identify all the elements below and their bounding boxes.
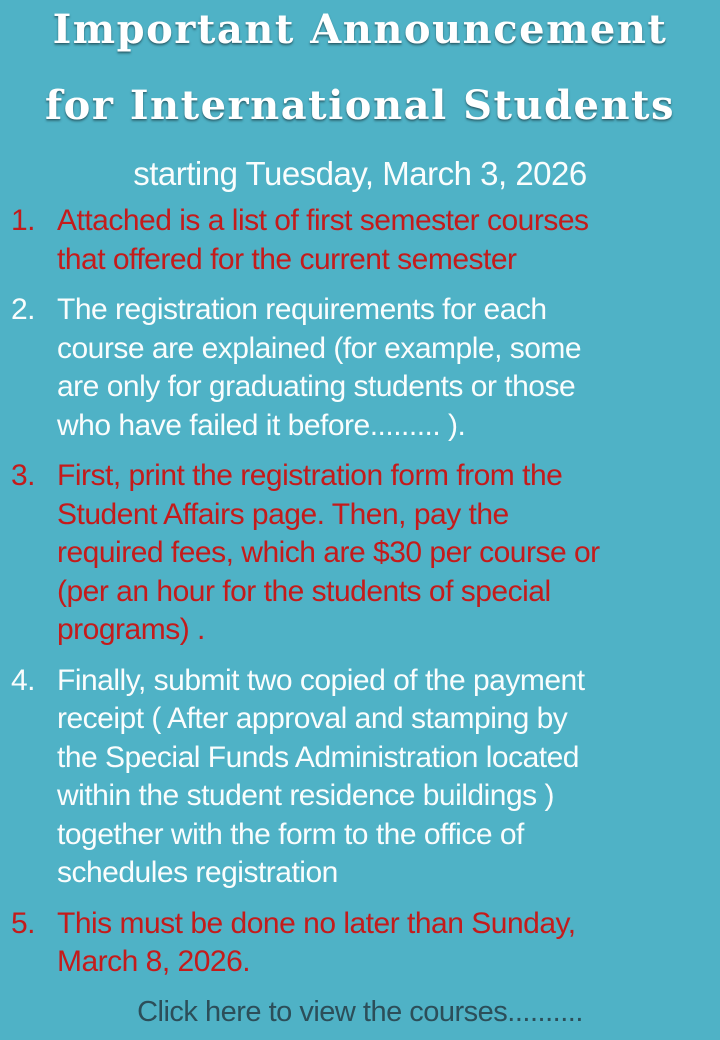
- list-item-text: [57, 291, 720, 445]
- list-item-number: 3.: [11, 459, 36, 492]
- list-item-line: March 8, 2026.: [57, 945, 251, 978]
- list-item-line: required fees, which are $30 per course or: [57, 536, 600, 569]
- start-date-subtitle: starting Tuesday, March 3, 2026: [133, 155, 587, 192]
- list-item-line: schedules registration: [57, 856, 338, 889]
- title-line-1: Important Announcement: [52, 6, 668, 53]
- list-item-line: This must be done no later than Sunday,: [57, 906, 576, 940]
- list-item-line: The registration requirements for each: [57, 293, 547, 326]
- list-item-number: 4.: [11, 663, 36, 697]
- list-item-line: are only for graduating students or those: [57, 370, 576, 403]
- list-item: [0, 905, 720, 982]
- list-item-line: programs) .: [57, 613, 205, 646]
- list-item: [0, 662, 720, 893]
- list-item-line: (per an hour for the students of special: [57, 574, 551, 608]
- list-item-line: that offered for the current semester: [57, 242, 517, 276]
- list-item-line: Attached is a list of first semester courses: [57, 204, 589, 237]
- list-item-text: [57, 905, 720, 982]
- list-item-line: together with the form to the office of: [57, 817, 524, 851]
- view-courses-link[interactable]: Click here to view the courses..........: [137, 995, 583, 1028]
- list-item-line: First, print the registration form from the: [57, 459, 563, 492]
- list-item-text: [57, 202, 720, 279]
- list-item: [0, 457, 720, 650]
- announcement-list: [0, 202, 720, 982]
- list-item-line: who have failed it before......... ).: [57, 408, 466, 442]
- list-item: [0, 202, 720, 279]
- page-title: [0, 0, 720, 130]
- title-line-2: for International Students: [44, 82, 676, 129]
- list-item-line: Finally, submit two copied of the payment: [57, 663, 585, 697]
- list-item-line: course are explained (for example, some: [57, 331, 582, 365]
- list-item-text: [57, 662, 720, 893]
- list-item-line: Student Affairs page. Then, pay the: [57, 497, 509, 531]
- list-item-number: 2.: [11, 293, 36, 326]
- list-item-line: within the student residence buildings ): [57, 779, 554, 812]
- list-item: [0, 291, 720, 445]
- list-item-number: 5.: [11, 906, 36, 940]
- list-item-line: receipt ( After approval and stamping by: [57, 702, 568, 735]
- list-item-line: the Special Funds Administration located: [57, 740, 579, 774]
- list-item-number: 1.: [11, 204, 36, 237]
- list-item-text: [57, 457, 720, 650]
